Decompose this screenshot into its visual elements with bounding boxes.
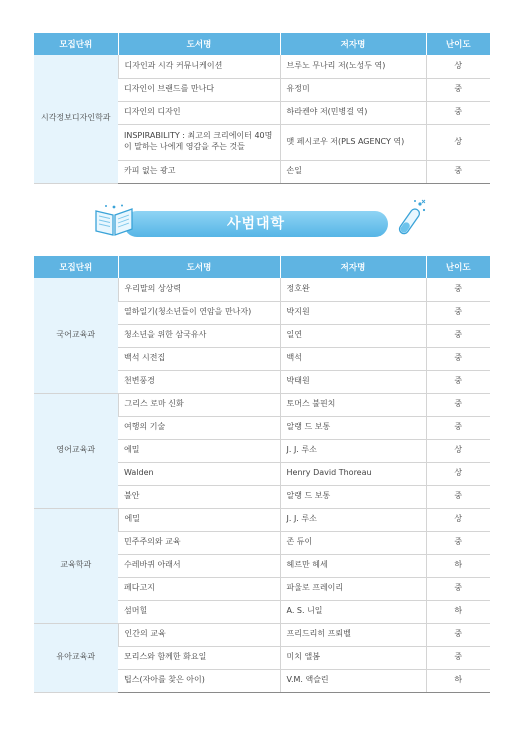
difficulty-cell: 중: [426, 278, 490, 301]
author-cell: Henry David Thoreau: [280, 462, 426, 485]
book-title-cell: 디자인의 디자인: [118, 101, 280, 124]
book-title-cell: 에밀: [118, 439, 280, 462]
header-author: 저자명: [280, 33, 426, 55]
book-title-cell: 디자인이 브랜드를 만나다: [118, 78, 280, 101]
book-title-cell: 우리말의 상상력: [118, 278, 280, 301]
difficulty-cell: 중: [426, 623, 490, 646]
book-title-cell: 여행의 기술: [118, 416, 280, 439]
author-cell: 하라켄야 저(민병걸 역): [280, 101, 426, 124]
book-title-cell: 열하일기(청소년들이 연암을 만나자): [118, 301, 280, 324]
author-cell: 백석: [280, 347, 426, 370]
reading-list-table-2: [34, 256, 490, 693]
book-title-cell: 민주주의와 교육: [118, 531, 280, 554]
open-book-icon: [92, 203, 136, 239]
difficulty-cell: 중: [426, 370, 490, 393]
header-row: [34, 33, 490, 55]
difficulty-cell: 중: [426, 416, 490, 439]
book-title-cell: 그리스 로마 신화: [118, 393, 280, 416]
difficulty-cell: 중: [426, 485, 490, 508]
difficulty-cell: 하: [426, 554, 490, 577]
author-cell: 일연: [280, 324, 426, 347]
book-title-cell: 섬머힐: [118, 600, 280, 623]
difficulty-cell: 중: [426, 101, 490, 124]
author-cell: J. J. 루소: [280, 439, 426, 462]
author-cell: 박지원: [280, 301, 426, 324]
author-cell: 박태원: [280, 370, 426, 393]
header-unit: 모집단위: [34, 256, 118, 278]
table-row: [34, 55, 490, 78]
author-cell: 맷 페시코우 저(PLS AGENCY 역): [280, 124, 426, 160]
book-title-cell: 카피 없는 광고: [118, 160, 280, 183]
book-title-cell: 수레바퀴 아래서: [118, 554, 280, 577]
header-author: 저자명: [280, 256, 426, 278]
author-cell: 프리드리히 프뢰벨: [280, 623, 426, 646]
difficulty-cell: 중: [426, 646, 490, 669]
author-cell: 손일: [280, 160, 426, 183]
table-row: [34, 508, 490, 531]
difficulty-cell: 상: [426, 508, 490, 531]
book-title-cell: 페다고지: [118, 577, 280, 600]
author-cell: J. J. 루소: [280, 508, 426, 531]
author-cell: 알랭 드 보통: [280, 485, 426, 508]
book-title-cell: 천변풍경: [118, 370, 280, 393]
table-row: [34, 278, 490, 301]
header-level: 난이도: [426, 33, 490, 55]
difficulty-cell: 중: [426, 160, 490, 183]
difficulty-cell: 하: [426, 669, 490, 692]
header-title: 도서명: [118, 256, 280, 278]
unit-cell: 국어교육과: [34, 278, 118, 393]
table-row: [34, 393, 490, 416]
difficulty-cell: 상: [426, 55, 490, 78]
header-unit: 모집단위: [34, 33, 118, 55]
table-row: [34, 623, 490, 646]
author-cell: 존 듀이: [280, 531, 426, 554]
difficulty-cell: 중: [426, 301, 490, 324]
difficulty-cell: 중: [426, 324, 490, 347]
header-title: 도서명: [118, 33, 280, 55]
author-cell: 브루노 무나리 저(노성두 역): [280, 55, 426, 78]
book-title-cell: 디자인과 시각 커뮤니케이션: [118, 55, 280, 78]
book-title-cell: 에밀: [118, 508, 280, 531]
difficulty-cell: 하: [426, 600, 490, 623]
unit-cell: 교육학과: [34, 508, 118, 623]
test-tube-icon: [394, 198, 428, 242]
author-cell: 미치 앨봄: [280, 646, 426, 669]
author-cell: A. S. 니일: [280, 600, 426, 623]
author-cell: V.M. 액슬린: [280, 669, 426, 692]
section-banner-title: 사범대학: [226, 216, 286, 232]
author-cell: 파울로 프레이리: [280, 577, 426, 600]
difficulty-cell: 중: [426, 577, 490, 600]
difficulty-cell: 상: [426, 124, 490, 160]
difficulty-cell: 상: [426, 462, 490, 485]
difficulty-cell: 중: [426, 393, 490, 416]
book-title-cell: Walden: [118, 462, 280, 485]
author-cell: 알랭 드 보통: [280, 416, 426, 439]
difficulty-cell: 중: [426, 531, 490, 554]
book-title-cell: INSPIRABILITY : 최고의 크리에이터 40명이 말하는 나에게 영감을 주는 것들: [118, 124, 280, 160]
author-cell: 유정미: [280, 78, 426, 101]
unit-cell: 시각정보디자인학과: [34, 55, 118, 183]
reading-list-table-1: [34, 33, 490, 184]
book-title-cell: 불안: [118, 485, 280, 508]
difficulty-cell: 상: [426, 439, 490, 462]
book-title-cell: 백석 시전집: [118, 347, 280, 370]
book-title-cell: 모리스와 함께한 화요일: [118, 646, 280, 669]
difficulty-cell: 중: [426, 347, 490, 370]
header-level: 난이도: [426, 256, 490, 278]
book-title-cell: 팁스(자아를 찾은 아이): [118, 669, 280, 692]
book-title-cell: 청소년을 위한 삼국유사: [118, 324, 280, 347]
author-cell: 헤르만 헤세: [280, 554, 426, 577]
unit-cell: 유아교육과: [34, 623, 118, 692]
unit-cell: 영어교육과: [34, 393, 118, 508]
author-cell: 정호완: [280, 278, 426, 301]
difficulty-cell: 중: [426, 78, 490, 101]
header-row: [34, 256, 490, 278]
author-cell: 토머스 불핀치: [280, 393, 426, 416]
book-title-cell: 인간의 교육: [118, 623, 280, 646]
